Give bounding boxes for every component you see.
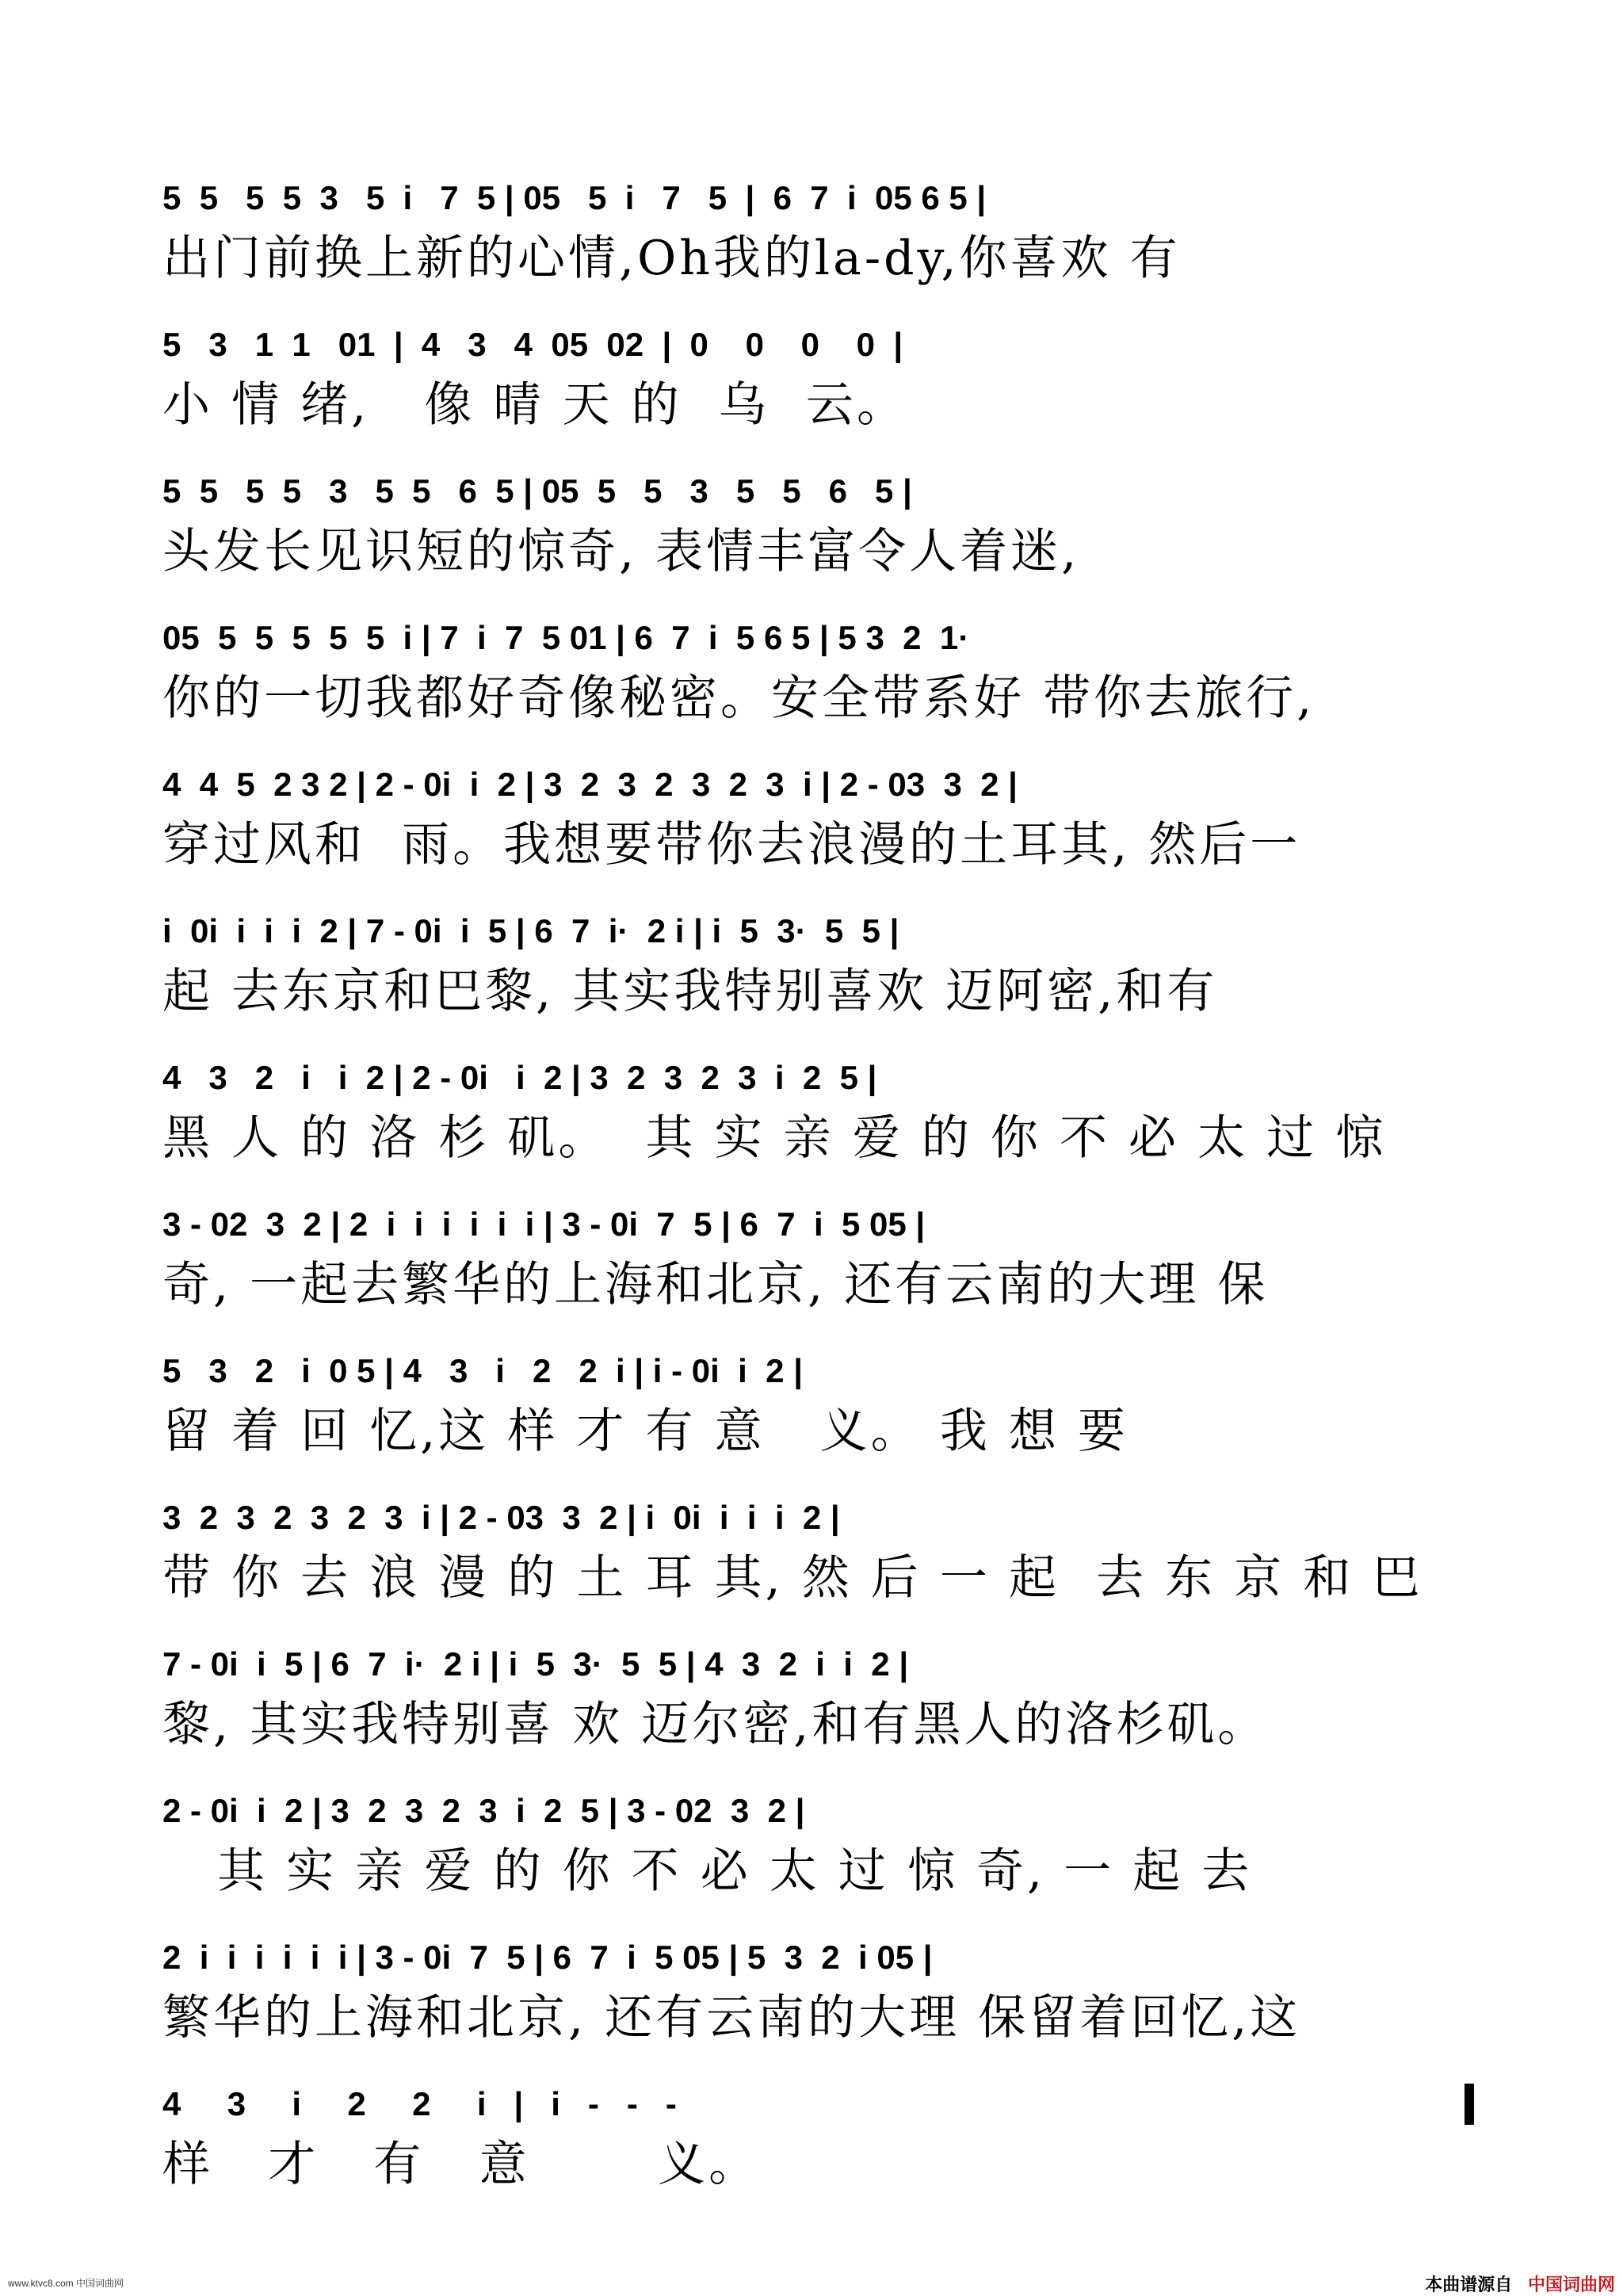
notation-line: 2 i i i i i i | 3 - 0i 7 5 | 6 7 i 5 05 | 5 3 2 i 05 |: [162, 1939, 933, 1976]
score-system: [162, 1633, 1474, 1767]
score-system: [162, 166, 1474, 301]
lyric-line: 样 才 有 意 义。: [162, 2137, 760, 2192]
lyric-line: 小 情 绪, 像 晴 天 的 乌 云。: [162, 377, 907, 433]
score-system: [162, 1193, 1474, 1328]
lyric-line: 穿过风和 雨。我想要带你去浪漫的土耳其, 然后一: [162, 817, 1301, 873]
lyric-line: 头发长见识短的惊奇, 表情丰富令人着迷,: [162, 524, 1080, 579]
score-system: [162, 1779, 1474, 1914]
score-system: [162, 313, 1474, 448]
lyric-line: 繁华的上海和北京, 还有云南的大理 保留着回忆,这: [162, 1990, 1301, 2046]
notation-line: 5 5 5 5 3 5 5 6 5 | 05 5 5 3 5 5 6 5 |: [162, 472, 912, 510]
notation-line: 3 - 02 3 2 | 2 i i i i i i | 3 - 0i 7 5 | 6 7 i 5 05 |: [162, 1205, 926, 1243]
score-system: [162, 753, 1474, 888]
lyric-line: 留 着 回 忆,这 样 才 有 意 义。 我 想 要: [162, 1404, 1129, 1459]
notation-line: i 0i i i i 2 | 7 - 0i i 5 | 6 7 i· 2 i | i 5 3· 5 5 |: [162, 912, 899, 949]
notation-line: 3 2 3 2 3 2 3 i | 2 - 03 3 2 | i 0i i i i 2 |: [162, 1499, 840, 1536]
lyric-line: 其 实 亲 爱 的 你 不 必 太 过 惊 奇, 一 起 去: [162, 1843, 1253, 1899]
lyric-line: 奇, 一起去繁华的上海和北京, 还有云南的大理 保: [162, 1257, 1269, 1312]
score-system: [162, 460, 1474, 594]
score-system: [162, 1046, 1474, 1181]
notation-line: 4 4 5 2 3 2 | 2 - 0i i 2 | 3 2 3 2 3 2 3 i | 2 - 03 3 2 |: [162, 766, 1018, 803]
score-system: [162, 1926, 1474, 2061]
lyric-line: 黎, 其实我特别喜 欢 迈尔密,和有黑人的洛杉矶。: [162, 1697, 1269, 1752]
notation-line: 2 - 0i i 2 | 3 2 3 2 3 i 2 5 | 3 - 02 3 2 |: [162, 1792, 805, 1829]
score-system: [162, 606, 1474, 741]
final-barline: [1465, 2084, 1474, 2125]
score-system: [162, 1486, 1474, 1621]
notation-line: 5 3 2 i 0 5 | 4 3 i 2 2 i | i - 0i i 2 |: [162, 1352, 803, 1389]
footer-source[interactable]: [1425, 2271, 1615, 2296]
footer-source-label: 本曲谱源自: [1425, 2275, 1513, 2295]
footer-site-text: www.ktvc8.com 中国词曲网: [8, 2278, 124, 2289]
notation-line: 4 3 i 2 2 i | i - - -: [162, 2085, 677, 2122]
lyric-line: 起 去东京和巴黎, 其实我特别喜欢 迈阿密,和有: [162, 964, 1218, 1019]
notation-line: 05 5 5 5 5 5 i | 7 i 7 5 01 | 6 7 i 5 6 5 | 5 3 2 1·: [162, 619, 970, 656]
footer-brand-logo[interactable]: 中国词曲网: [1527, 2275, 1615, 2295]
score-system: [162, 900, 1474, 1034]
notation-line: 5 5 5 5 3 5 i 7 5 | 05 5 i 7 5 | 6 7 i 05 6 5 |: [162, 179, 987, 216]
notation-line: 5 3 1 1 01 | 4 3 4 05 02 | 0 0 0 0 |: [162, 326, 903, 363]
score-system: [162, 1339, 1474, 1474]
lyric-line: 带 你 去 浪 漫 的 土 耳 其, 然 后 一 起 去 东 京 和 巴: [162, 1550, 1423, 1606]
lyric-line: 出门前换上新的心情,Oh我的la-dy,你喜欢 有: [162, 231, 1181, 286]
lyric-line: 黑 人 的 洛 杉 矶。 其 实 亲 爱 的 你 不 必 太 过 惊: [162, 1110, 1387, 1166]
score-system: [162, 2073, 1474, 2207]
notation-line: 4 3 2 i i 2 | 2 - 0i i 2 | 3 2 3 2 3 i 2 5 |: [162, 1059, 877, 1096]
notation-line: 7 - 0i i 5 | 6 7 i· 2 i | i 5 3· 5 5 | 4 3 2 i i 2 |: [162, 1645, 909, 1683]
lyric-line: 你的一切我都好奇像秘密。安全带系好 带你去旅行,: [162, 670, 1316, 726]
